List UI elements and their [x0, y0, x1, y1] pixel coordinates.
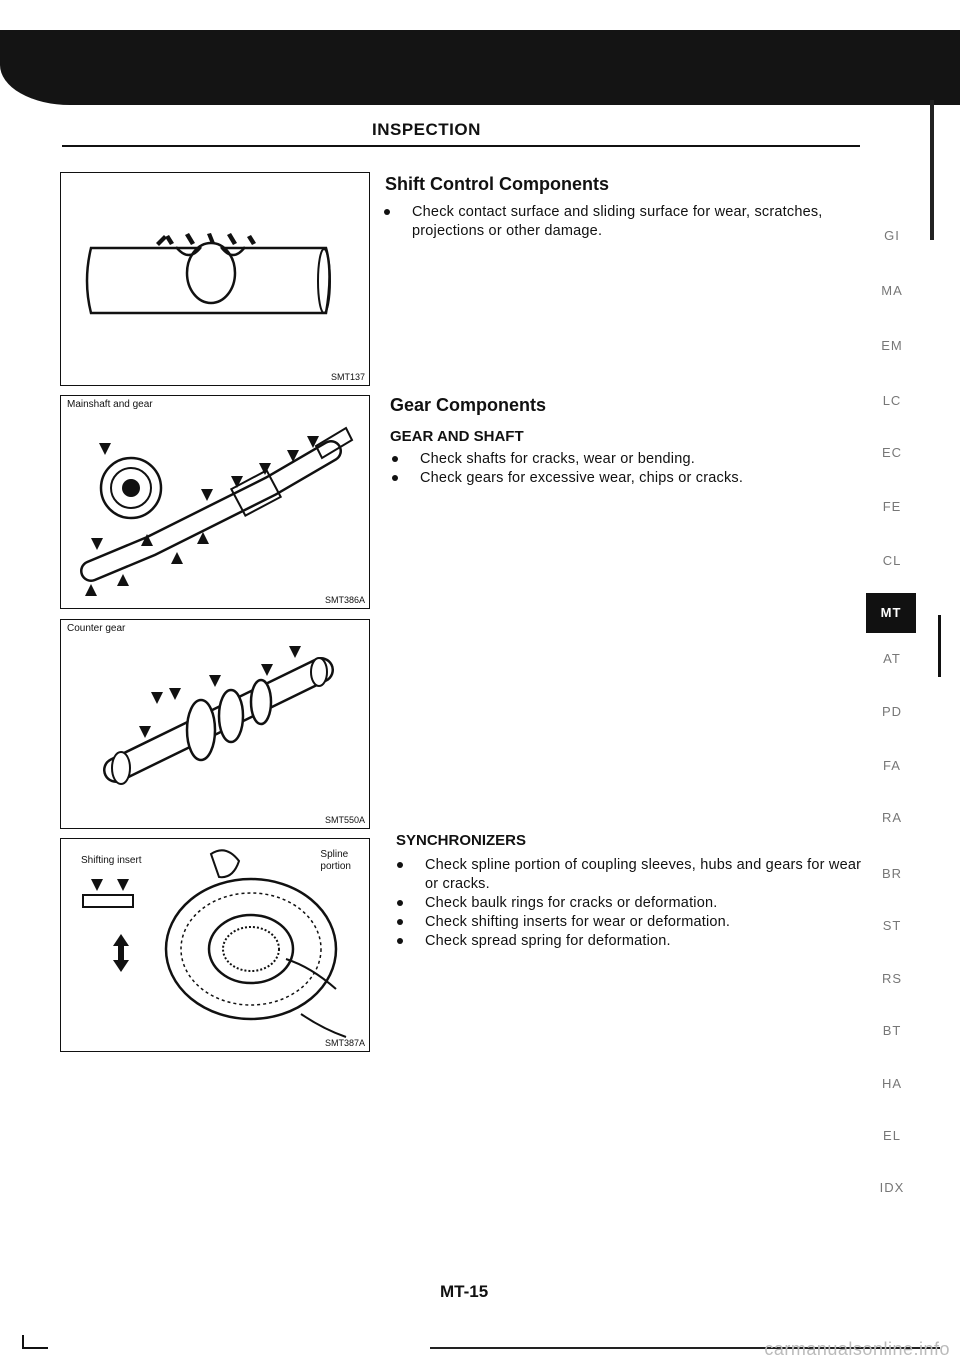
tab-ha[interactable]: HA [881, 1076, 903, 1091]
tab-at[interactable]: AT [883, 651, 901, 666]
figure-label: Counter gear [67, 623, 126, 634]
figure-shift-shaft [60, 172, 370, 386]
bullet-item: Check shifting inserts for wear or deformation. [393, 913, 865, 932]
bullet-item: Check contact surface and sliding surface for wear, scratches, projections or other damage. [380, 203, 865, 241]
tab-st[interactable]: ST [882, 918, 902, 933]
tab-ec[interactable]: EC [881, 445, 903, 460]
section-heading-gear-components: Gear Components [390, 395, 547, 415]
tab-idx[interactable]: IDX [879, 1180, 905, 1195]
figure-code: SMT386A [324, 595, 365, 605]
figure-label: Shifting insert [81, 855, 142, 866]
subheading-synchronizers: SYNCHRONIZERS [396, 832, 527, 849]
synchronizer-bullets [393, 856, 865, 951]
bullet-item: Check baulk rings for cracks or deformation. [393, 894, 865, 913]
section-heading-shift-control: Shift Control Components [385, 174, 609, 194]
tab-mt[interactable]: MT [866, 593, 916, 633]
tab-ra[interactable]: RA [881, 810, 903, 825]
tab-fa[interactable]: FA [883, 758, 901, 773]
figure-code: SMT137 [330, 372, 365, 382]
tab-bt[interactable]: BT [882, 1023, 902, 1038]
active-tab-marker [938, 615, 941, 677]
mainshaft-illustration [61, 396, 369, 608]
subheading-gear-and-shaft: GEAR AND SHAFT [390, 428, 524, 445]
watermark: carmanualsonline.info [764, 1339, 950, 1359]
tab-gi[interactable]: GI [884, 228, 900, 243]
bullet-item: Check spread spring for deformation. [393, 932, 865, 951]
crop-mark [22, 1347, 48, 1349]
tab-rs[interactable]: RS [881, 971, 903, 986]
bullet-item: Check shafts for cracks, wear or bending. [388, 450, 858, 469]
page-title: INSPECTION [372, 120, 481, 139]
header-bar [0, 30, 960, 105]
page-number: MT-15 [440, 1282, 489, 1301]
tab-ma[interactable]: MA [881, 283, 903, 298]
tab-cl[interactable]: CL [882, 553, 902, 568]
figure-mainshaft [60, 395, 370, 609]
tab-fe[interactable]: FE [882, 499, 902, 514]
bullet-item: Check spline portion of coupling sleeves, hubs and gears for wear or cracks. [393, 856, 865, 894]
tab-br[interactable]: BR [881, 866, 903, 881]
tab-el[interactable]: EL [883, 1128, 901, 1143]
bullet-item: Check gears for excessive wear, chips or cracks. [388, 469, 858, 488]
gear-shaft-bullets [388, 450, 858, 488]
tab-em[interactable]: EM [881, 338, 903, 353]
counter-gear-illustration [61, 620, 369, 828]
tab-pd[interactable]: PD [881, 704, 903, 719]
shift-shaft-illustration [61, 173, 369, 385]
figure-label: Mainshaft and gear [67, 399, 153, 410]
page-edge-mark [930, 100, 934, 240]
figure-code: SMT550A [324, 815, 365, 825]
spline-portion-callout: Spline portion [320, 849, 351, 872]
title-rule [62, 145, 860, 147]
shift-control-bullets [380, 203, 865, 241]
tab-lc[interactable]: LC [882, 393, 902, 408]
figure-synchronizer [60, 838, 370, 1052]
figure-code: SMT387A [324, 1038, 365, 1048]
figure-counter-gear [60, 619, 370, 829]
